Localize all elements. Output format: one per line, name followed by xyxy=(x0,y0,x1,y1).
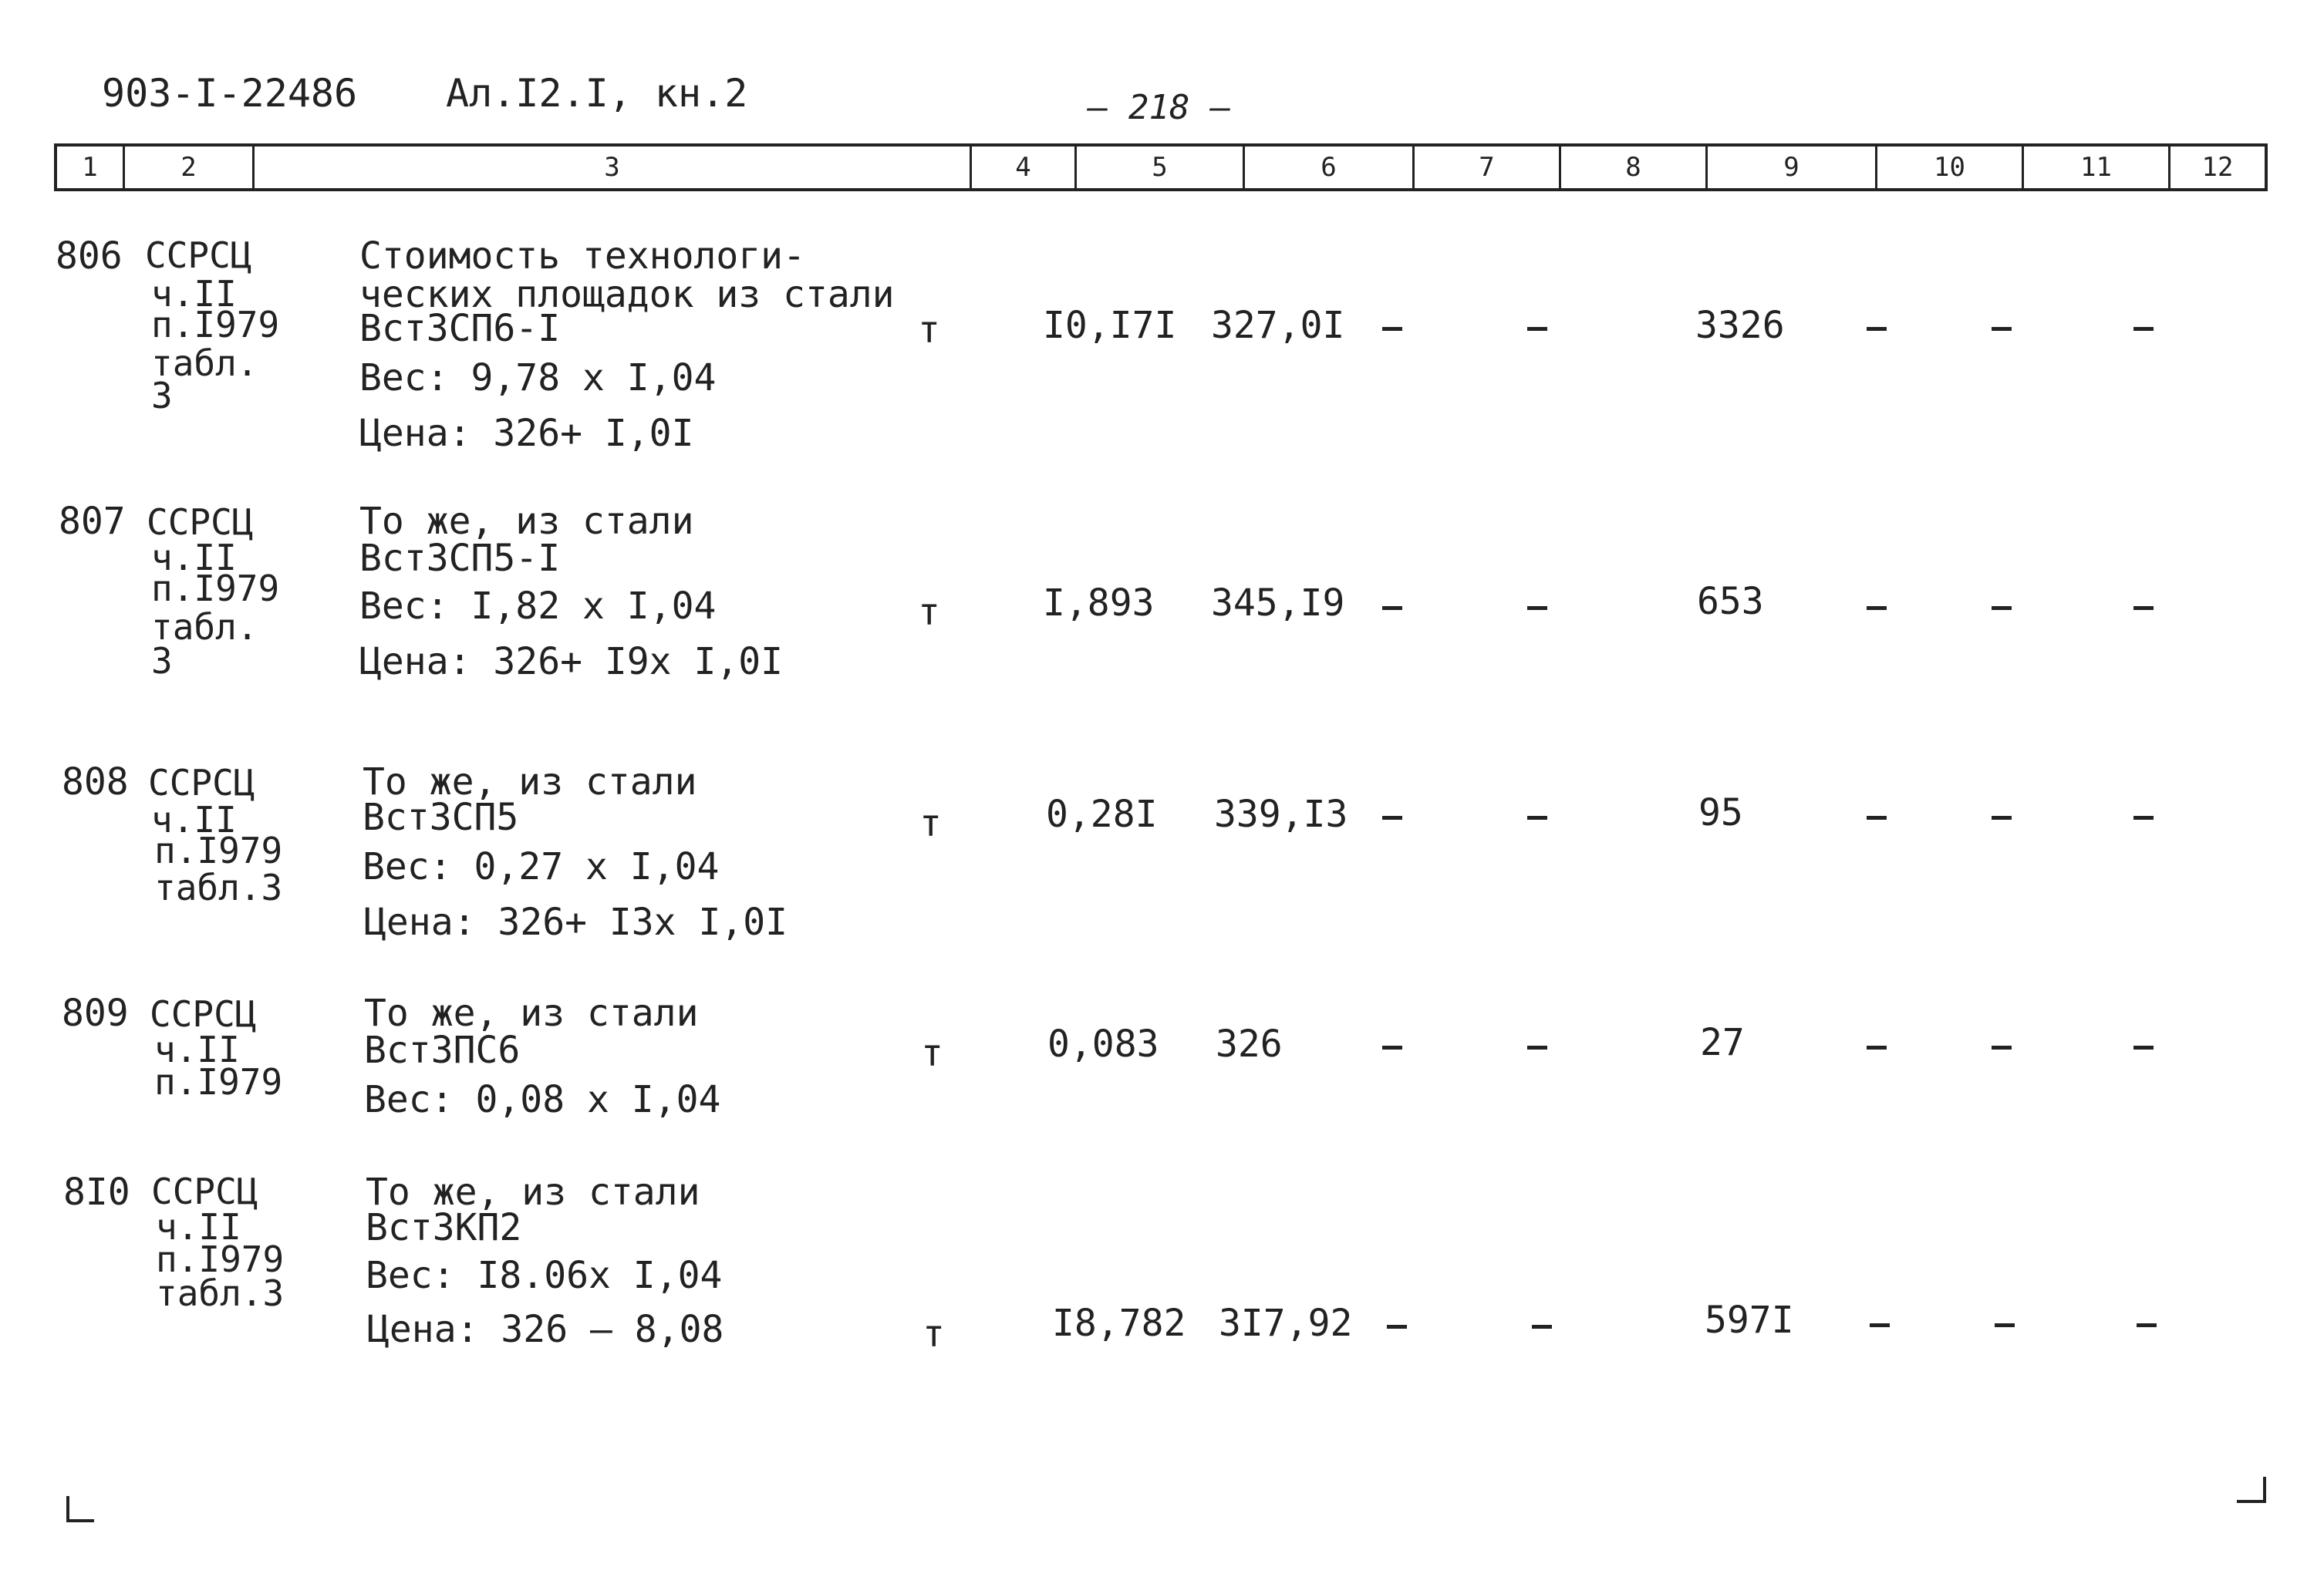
source-line: ч.II xyxy=(154,1029,240,1070)
description-line: ВстЗСП6-I xyxy=(359,307,561,350)
empty-dash xyxy=(1992,606,2012,610)
empty-dash xyxy=(1527,606,1547,610)
source-line: ч.II xyxy=(151,537,237,578)
source-line: табл.3 xyxy=(154,867,283,908)
column-header: 4 xyxy=(972,147,1077,188)
page-number: — 218 — xyxy=(1088,88,1231,127)
description-line: Стоимость технологи- xyxy=(359,234,805,278)
row-number: 808 xyxy=(62,760,129,804)
empty-dash xyxy=(2137,1323,2157,1327)
source-line: ССРСЦ xyxy=(148,762,255,804)
empty-dash xyxy=(1867,606,1887,610)
column-header: 3 xyxy=(255,147,972,188)
source-line: п.I979 xyxy=(156,1238,285,1280)
quantity: I8,782 xyxy=(1052,1302,1186,1345)
empty-dash xyxy=(1382,606,1402,610)
description-line: То же, из стали xyxy=(366,1171,700,1214)
quantity: I0,I7I xyxy=(1043,304,1177,347)
empty-dash xyxy=(1527,1046,1547,1050)
weight-formula: Вес: I8.06х I,04 xyxy=(366,1254,723,1297)
unit: т xyxy=(921,1032,943,1075)
source-line: 3 xyxy=(151,640,173,682)
description-line: ВстЗПС6 xyxy=(364,1029,521,1072)
column-header: 11 xyxy=(2024,147,2171,188)
row-number: 8I0 xyxy=(63,1171,130,1214)
source-line: ССРСЦ xyxy=(145,234,252,276)
empty-dash xyxy=(1992,1046,2012,1050)
empty-dash xyxy=(1532,1325,1552,1329)
empty-dash xyxy=(1867,327,1887,331)
column-header: 9 xyxy=(1708,147,1877,188)
empty-dash xyxy=(1995,1323,2015,1327)
unit-price: 326 xyxy=(1216,1023,1283,1066)
empty-dash xyxy=(1382,816,1402,820)
description-line: ВстЗКП2 xyxy=(366,1206,522,1249)
empty-dash xyxy=(2133,327,2154,331)
column-header-row xyxy=(54,143,2268,191)
column-header: 2 xyxy=(125,147,255,188)
total-cost: 597I xyxy=(1705,1299,1794,1342)
empty-dash xyxy=(1867,1046,1887,1050)
empty-dash xyxy=(1992,327,2012,331)
empty-dash xyxy=(2133,1046,2154,1050)
document-reference: Ал.I2.I, кн.2 xyxy=(446,71,748,116)
total-cost: 27 xyxy=(1700,1021,1745,1064)
unit: т xyxy=(923,1313,945,1356)
row-number: 809 xyxy=(62,992,129,1035)
description-line: ВстЗСП5 xyxy=(363,796,519,839)
unit-price: 345,I9 xyxy=(1211,581,1345,625)
description-line: ческих площадок из стали xyxy=(359,273,895,316)
source-line: ч.II xyxy=(151,799,237,841)
source-line: ч.II xyxy=(151,273,237,315)
unit-price: 3I7,92 xyxy=(1219,1302,1353,1345)
empty-dash xyxy=(1992,816,2012,820)
total-cost: 95 xyxy=(1698,791,1743,834)
source-line: п.I979 xyxy=(151,304,280,345)
empty-dash xyxy=(1382,327,1402,331)
column-header: 12 xyxy=(2201,152,2234,183)
description-line: ВстЗСП5-I xyxy=(359,537,561,580)
column-header: 5 xyxy=(1077,147,1245,188)
source-line: табл.3 xyxy=(156,1272,285,1314)
source-line: п.I979 xyxy=(151,568,280,609)
price-formula: Цена: 326+ I,0I xyxy=(359,412,694,455)
column-header: 7 xyxy=(1415,147,1561,188)
price-formula: Цена: 326+ I9х I,0I xyxy=(359,640,784,683)
weight-formula: Вес: 9,78 х I,04 xyxy=(359,356,717,399)
description-line: То же, из стали xyxy=(364,992,699,1035)
column-header: 6 xyxy=(1245,147,1415,188)
empty-dash xyxy=(1387,1325,1407,1329)
weight-formula: Вес: 0,27 х I,04 xyxy=(363,845,720,888)
source-line: п.I979 xyxy=(154,830,283,871)
quantity: 0,083 xyxy=(1047,1023,1159,1066)
price-formula: Цена: 326+ I3х I,0I xyxy=(364,901,788,944)
empty-dash xyxy=(1870,1323,1890,1327)
document-code: 903-I-22486 xyxy=(102,71,358,116)
source-line: табл. xyxy=(151,342,258,384)
empty-dash xyxy=(1527,816,1547,820)
weight-formula: Вес: I,82 х I,04 xyxy=(359,585,717,628)
unit: т xyxy=(918,591,940,634)
unit-price: 339,I3 xyxy=(1214,793,1348,836)
empty-dash xyxy=(1527,327,1547,331)
source-line: 3 xyxy=(151,375,173,416)
source-line: ч.II xyxy=(156,1206,241,1248)
total-cost: 653 xyxy=(1697,580,1764,623)
price-formula: Цена: 326 – 8,08 xyxy=(367,1308,724,1351)
corner-mark xyxy=(2237,1477,2266,1503)
weight-formula: Вес: 0,08 х I,04 xyxy=(364,1078,721,1121)
column-header: 1 xyxy=(57,147,125,188)
unit: т xyxy=(918,308,940,352)
description-line: То же, из стали xyxy=(359,500,694,543)
source-line: п.I979 xyxy=(154,1061,283,1103)
source-line: табл. xyxy=(151,606,258,648)
source-line: ССРСЦ xyxy=(151,1171,258,1212)
row-number: 807 xyxy=(59,500,126,543)
column-header: 8 xyxy=(1561,147,1708,188)
quantity: I,893 xyxy=(1043,581,1155,625)
description-line: То же, из стали xyxy=(363,760,697,804)
row-number: 806 xyxy=(56,234,123,278)
source-line: ССРСЦ xyxy=(150,993,257,1035)
empty-dash xyxy=(1382,1046,1402,1050)
unit-price: 327,0I xyxy=(1211,304,1345,347)
empty-dash xyxy=(2133,816,2154,820)
empty-dash xyxy=(2133,606,2154,610)
empty-dash xyxy=(1867,816,1887,820)
quantity: 0,28I xyxy=(1046,793,1158,836)
column-header: 10 xyxy=(1877,147,2024,188)
corner-mark xyxy=(66,1496,94,1522)
source-line: ССРСЦ xyxy=(147,501,254,543)
total-cost: 3326 xyxy=(1695,304,1785,347)
unit: т xyxy=(919,802,942,845)
